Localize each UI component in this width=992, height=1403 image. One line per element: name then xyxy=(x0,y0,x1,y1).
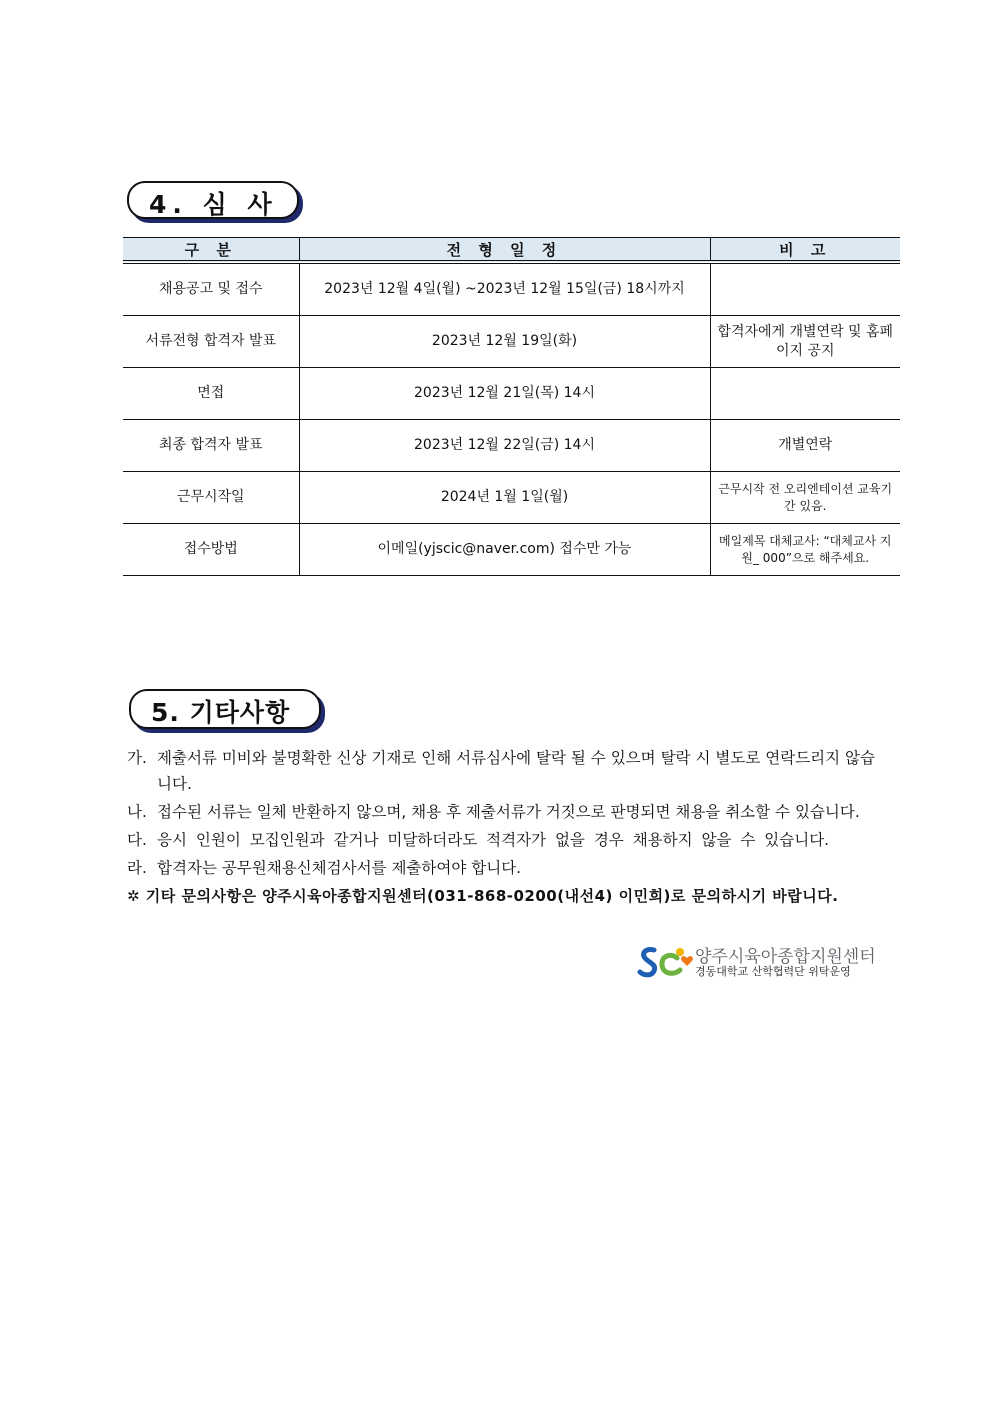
table-row xyxy=(123,524,900,576)
list-marker: 라. xyxy=(127,859,147,877)
row-note: 합격자에게 개별연락 및 홈페이지 공지 xyxy=(710,316,900,368)
list-text: 제출서류 미비와 불명확한 신상 기재로 인해 서류심사에 탈락 될 수 있으며 탈락 시 별도로 연락드리지 않습니다. xyxy=(157,749,875,793)
row-schedule: 이메일(yjscic@naver.com) 접수만 가능 xyxy=(299,524,710,576)
row-category: 서류전형 합격자 발표 xyxy=(123,316,299,368)
row-schedule: 2023년 12월 21일(목) 14시 xyxy=(299,368,710,420)
row-schedule: 2023년 12월 22일(금) 14시 xyxy=(299,420,710,472)
list-marker: 나. xyxy=(127,803,147,821)
row-note xyxy=(710,368,900,420)
row-note: 메일제목 대체교사: “대체교사 지원_ 000”으로 해주세요. xyxy=(710,524,900,576)
list-item xyxy=(127,827,875,853)
list-text: 접수된 서류는 일체 반환하지 않으며, 채용 후 제출서류가 거짓으로 판명되면 채용을 취소할 수 있습니다. xyxy=(157,803,860,821)
row-category: 접수방법 xyxy=(123,524,299,576)
list-item xyxy=(127,745,875,797)
table-row xyxy=(123,420,900,472)
section-4-heading xyxy=(127,181,299,219)
center-logo xyxy=(637,944,877,980)
table-row xyxy=(123,472,900,524)
logo-heart-shape xyxy=(681,956,693,966)
logo-name: 양주시육아종합지원센터 xyxy=(695,947,876,967)
row-schedule: 2023년 12월 19일(화) xyxy=(299,316,710,368)
header-schedule: 전 형 일 정 xyxy=(299,238,710,263)
logo-sub: 경동대학교 산학협력단 위탁운영 xyxy=(695,965,851,978)
list-item xyxy=(127,799,875,825)
row-note xyxy=(710,262,900,316)
table-row xyxy=(123,262,900,316)
list-marker: 가. xyxy=(127,749,147,767)
screening-schedule-table xyxy=(123,237,900,576)
table-row xyxy=(123,316,900,368)
section-5-title: 5. 기타사항 xyxy=(151,698,291,727)
row-category: 채용공고 및 접수 xyxy=(123,262,299,316)
other-notes xyxy=(127,745,875,909)
table-row xyxy=(123,368,900,420)
header-note: 비 고 xyxy=(710,238,900,263)
row-schedule: 2024년 1월 1일(월) xyxy=(299,472,710,524)
row-note: 개별연락 xyxy=(710,420,900,472)
list-marker: 다. xyxy=(127,831,147,849)
contact-info: ✲ 기타 문의사항은 양주시육아종합지원센터(031-868-0200(내선4) 이민희)로 문의하시기 바랍니다. xyxy=(127,887,839,905)
logo-c-shape xyxy=(662,955,680,973)
list-text: 응시 인원이 모집인원과 같거나 미달하더라도 적격자가 없을 경우 채용하지 않을 수 있습니다. xyxy=(157,831,830,849)
list-item xyxy=(127,855,875,881)
row-note: 근무시작 전 오리엔테이션 교육기간 있음. xyxy=(710,472,900,524)
section-4-title: 4. 심 사 xyxy=(149,190,278,219)
header-category: 구 분 xyxy=(123,238,299,263)
row-category: 면접 xyxy=(123,368,299,420)
row-category: 근무시작일 xyxy=(123,472,299,524)
logo-dot-yellow xyxy=(676,948,684,956)
logo-mark-icon xyxy=(637,944,693,980)
list-text: 합격자는 공무원채용신체검사서를 제출하여야 합니다. xyxy=(157,859,522,877)
section-5-heading xyxy=(129,689,321,729)
row-category: 최종 합격자 발표 xyxy=(123,420,299,472)
table-header-row xyxy=(123,238,900,263)
logo-s-shape xyxy=(640,950,655,975)
row-schedule: 2023년 12월 4일(월) ~2023년 12월 15일(금) 18시까지 xyxy=(299,262,710,316)
